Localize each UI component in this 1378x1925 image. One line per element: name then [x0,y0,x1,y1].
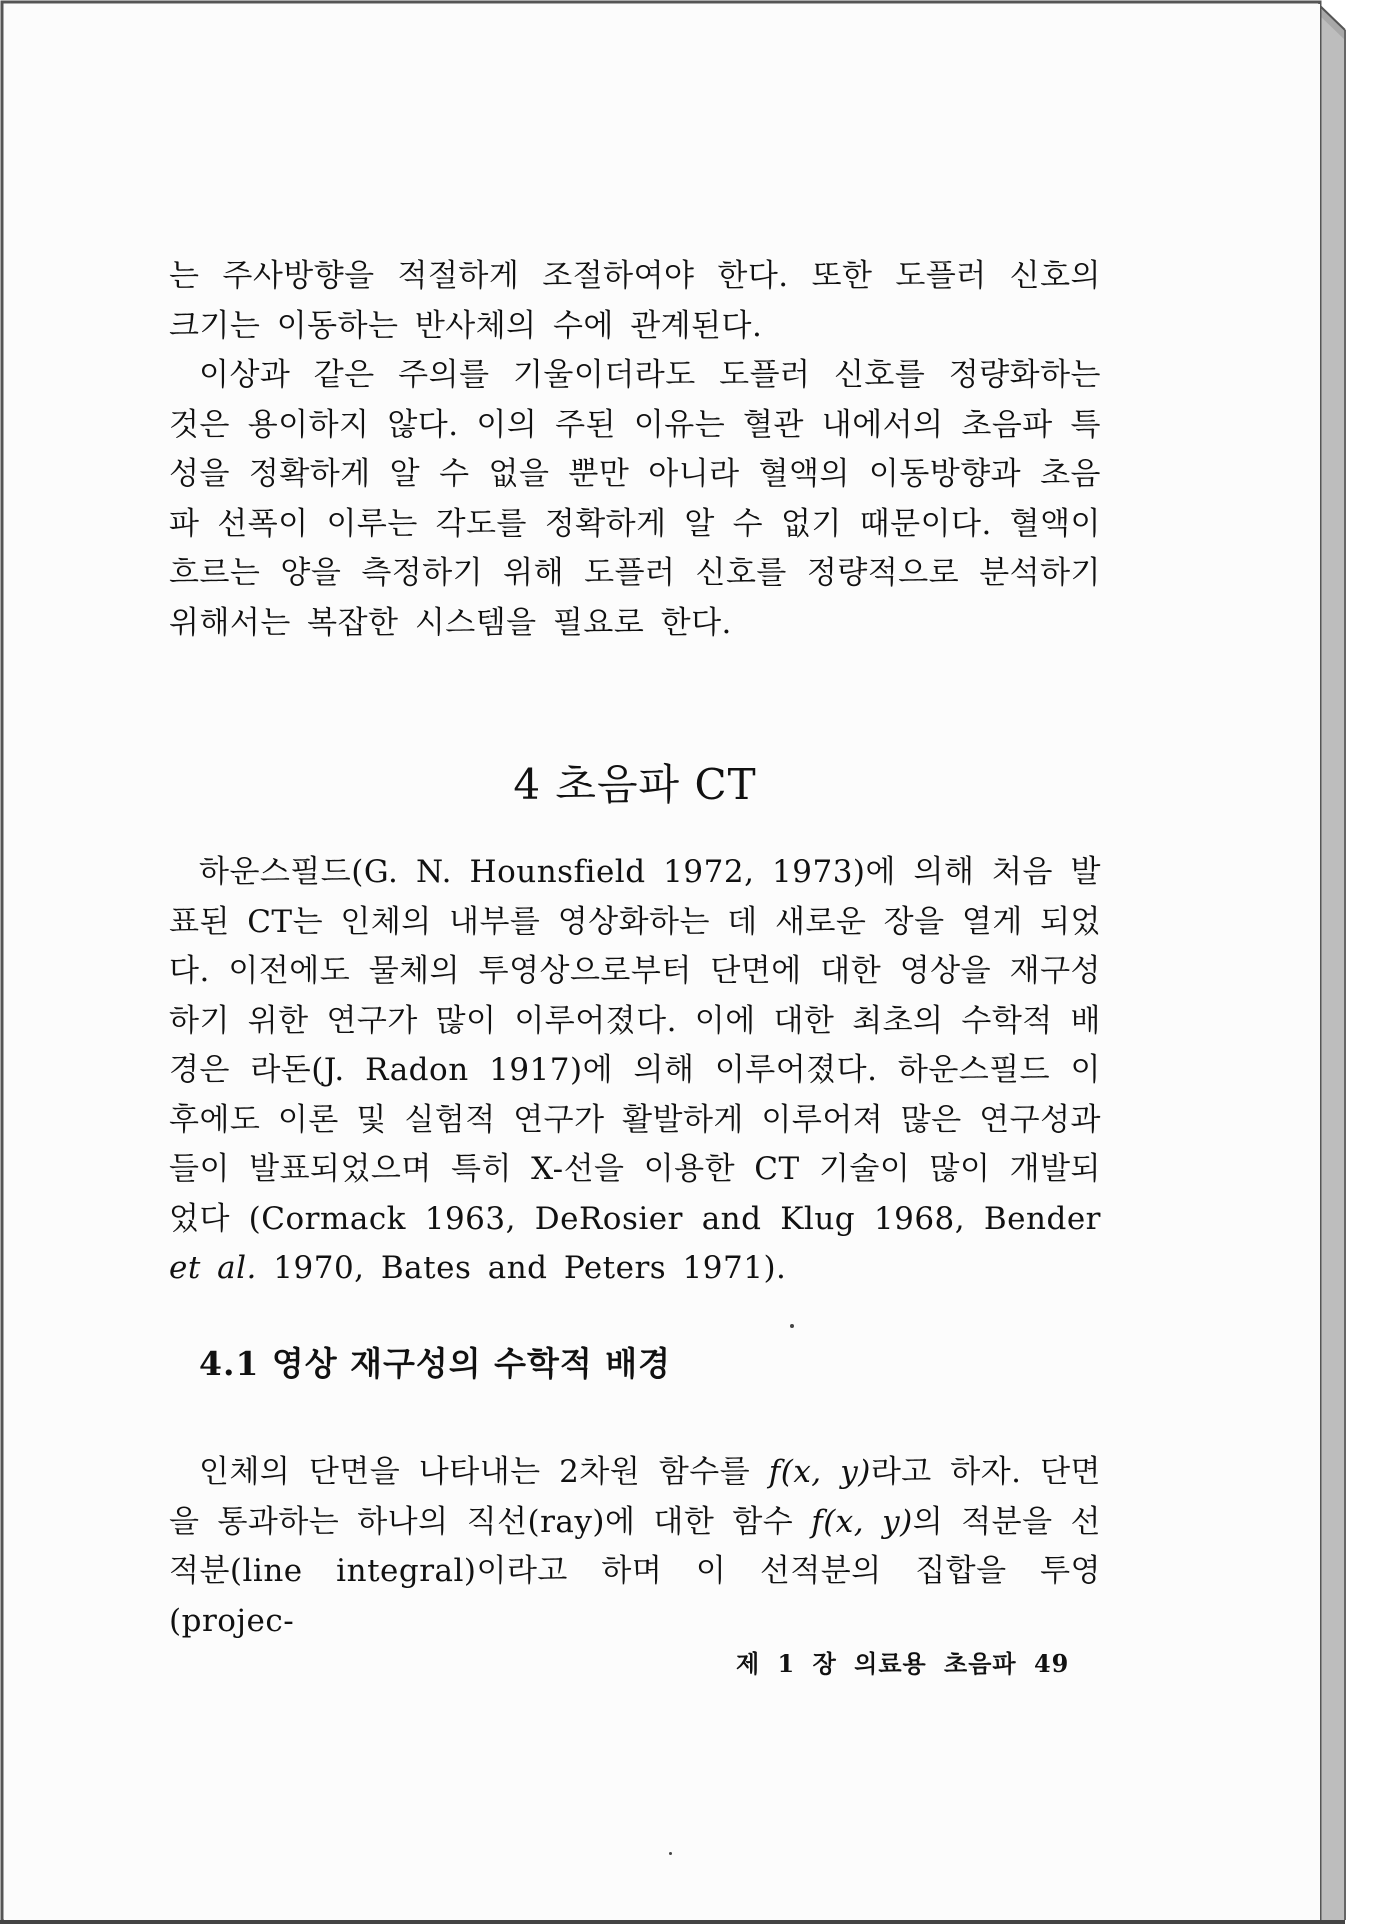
paragraph-2: 이상과 같은 주의를 기울이더라도 도플러 신호를 정량화하는 것은 용이하지 않다. 이의 주된 이유는 혈관 내에서의 초음파 특성을 정확하게 알 수 없을 뿐만 아니라 혈액의 이동방향과 초음파 선폭이 이루는 각도를 정확하게 알 수 없기 때문이다. 혈액이 흐르는 양을 측정하기 위해 도플러 신호를 정량적으로 분석하기 위해서는 복잡한 시스템을 필요로 한다. [169,357,1101,641]
section-paragraph-text: 하운스필드(G. N. Hounsfield 1972, 1973)에 의해 처음 발표된 CT는 인체의 내부를 영상화하는 데 새로운 장을 열게 되었다. 이전에도 물체의 투영상으로부터 단면에 대한 영상을 재구성하기 위한 연구가 많이 이루어졌다. 이에 대한 최초의 수학적 배경은 라돈(J. Radon 1917)에 의해 이루어졌다. 하운스필드 이후에도 이론 및 실험적 연구가 활발하게 이루어져 많은 연구성과들이 발표되었으며 특히 X-선을 이용한 CT 기술이 많이 개발되었다 (Cormack 1963, DeRosier and Klug 1968, Bender [169,854,1101,1237]
section-title: 4 초음파 CT [513,760,757,809]
page-surface [4,4,1320,1920]
section-body [169,848,1101,1294]
section-paragraph-italic: et al. [169,1250,257,1286]
top-paragraphs [169,252,1101,648]
subsection-text-b: 라고 하자. 단면을 통과하는 하나의 직선(ray)에 대한 함수 [169,1454,1101,1540]
scan-speck [790,1324,794,1328]
function-f-xy-2: f(x, y) [811,1503,913,1540]
section-paragraph [169,848,1101,1294]
scan-speck [669,1852,672,1855]
paragraph-1: 는 주사방향을 적절하게 조절하여야 한다. 또한 도플러 신호의 크기는 이동하는 반사체의 수에 관계된다. [169,258,1101,344]
subsection-title: 4.1 영상 재구성의 수학적 배경 [199,1344,672,1383]
subsection-body [169,1448,1101,1646]
section-paragraph-end: 1970, Bates and Peters 1971). [273,1250,787,1286]
subsection-text-c: 의 적분을 선적분(line integral)이라고 하며 이 선적분의 집합을 투영(projec- [169,1503,1101,1639]
function-f-xy-1: f(x, y) [768,1454,871,1490]
subsection-paragraph [169,1448,1101,1646]
page-footer: 제 1 장 의료용 초음파 49 [736,1649,1070,1678]
subsection-text-a: 인체의 단면을 나타내는 2차원 함수를 [199,1454,751,1490]
